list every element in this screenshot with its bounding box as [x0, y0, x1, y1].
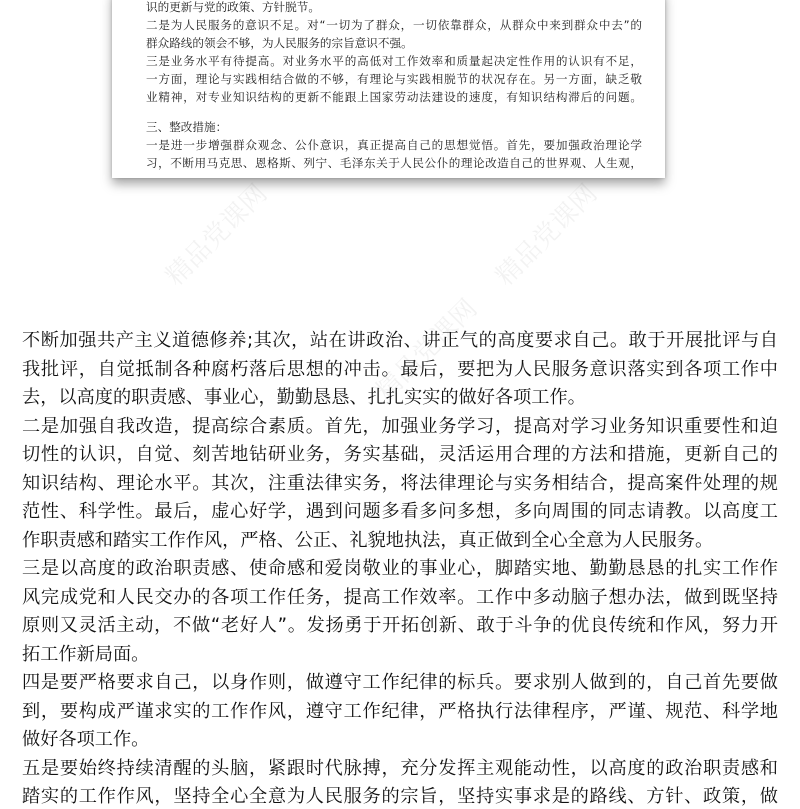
- body-line: 踏实的工作作风，坚持全心全意为人民服务的宗旨，坚持实事求是的路线、方针、政策，做: [22, 786, 778, 807]
- body-line: 范性、科学性。最后，虚心好学，遇到问题多看多问多想，多向周围的同志请教。以高度工: [22, 501, 778, 522]
- card-line: 一是进一步增强群众观念、公仆意识，真正提高自己的思想觉悟。首先，要加强政治理论学: [146, 138, 642, 152]
- body-line: 做好各项工作。: [22, 729, 150, 750]
- body-line: 拓工作新局面。: [22, 643, 150, 665]
- body-line: 我批评，自觉抵制各种腐朽落后思想的冲击。最后，要把为人民服务意识落实到各项工作中: [22, 358, 778, 380]
- body-line: 切性的认识，自觉、刻苦地钻研业务，务实基础，灵活运用合理的方法和措施，更新自己的: [22, 444, 778, 465]
- body-line: 去，以高度的职责感、事业心，勤勤恳恳、扎扎实实的做好各项工作。: [22, 387, 586, 408]
- card-line: 识的更新与党的政策、方针脱节。: [146, 0, 320, 14]
- body-line: 五是要始终持续清醒的头脑，紧跟时代脉搏，充分发挥主观能动性，以高度的政治职责感和: [22, 757, 778, 779]
- card-line: 一方面，理论与实践相结合做的不够，有理论与实践相脱节的状况存在。另一方面，缺乏敬: [146, 72, 642, 86]
- body-line: 作职责感和踏实工作作风，严格、公正、礼貌地执法，真正做到全心全意为人民服务。: [22, 529, 714, 551]
- body-line: 不断加强共产主义道德修养;其次，站在讲政治、讲正气的高度要求自己。敢于开展批评与自: [22, 330, 778, 351]
- body-line: 风完成党和人民交办的各项工作任务，提高工作效率。工作中多动脑子想办法，做到既坚持: [22, 586, 778, 608]
- watermark: 精品党课网: [160, 178, 274, 292]
- body-line: 知识结构、理论水平。其次，注重法律实务，将法律理论与实务相结合，提高案件处理的规: [22, 472, 778, 494]
- card-line: 业精神，对专业知识结构的更新不能跟上国家劳动法建设的速度，有知识结构滞后的问题。: [146, 90, 642, 104]
- section-heading: 三、整改措施：: [146, 120, 228, 134]
- body-line: 四是要严格要求自己，以身作则，做遵守工作纪律的标兵。要求别人做到的，自己首先要做: [22, 672, 778, 693]
- card-line: 二是为人民服务的意识不足。对“一切为了群众，一切依靠群众，从群众中来到群众中去”的: [146, 18, 643, 32]
- watermark: 精品党课网: [490, 178, 604, 292]
- card-line: 习，不断用马克思、恩格斯、列宁、毛泽东关于人民公仆的理论改造自己的世界观、人生观，: [146, 156, 642, 170]
- document-preview-card: [112, 0, 665, 178]
- body-line: 三是以高度的政治职责感、使命感和爱岗敬业的事业心，脚踏实地、勤勤恳恳的扎实工作作: [22, 558, 778, 579]
- body-line: 原则又灵活主动，不做“老好人”。发扬勇于开拓创新、敢于斗争的优良传统和作风，努力开: [22, 615, 778, 636]
- card-line: 群众路线的领会不够，为人民服务的宗旨意识不强。: [146, 36, 413, 50]
- watermark: 精品党课网: [370, 293, 484, 407]
- card-line: 三是业务水平有待提高。对业务水平的高低对工作效率和质量起决定性作用的认识有不足，: [146, 54, 642, 68]
- body-line: 二是加强自我改造，提高综合素质。首先，加强业务学习，提高对学习业务知识重要性和迫: [22, 415, 778, 437]
- body-line: 到，要构成严谨求实的工作作风，遵守工作纪律，严格执行法律程序，严谨、规范、科学地: [22, 700, 778, 722]
